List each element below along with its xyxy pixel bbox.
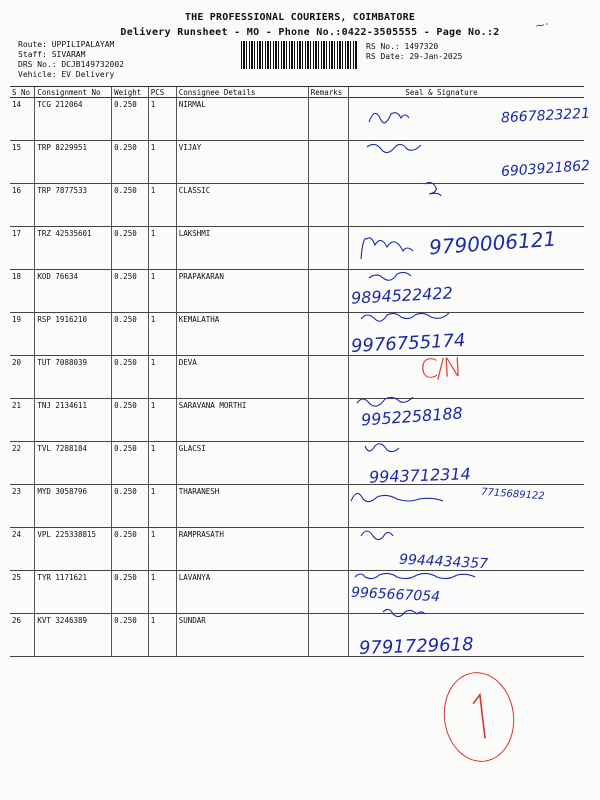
cell-sno: 14 (10, 98, 35, 141)
cell-remarks (308, 98, 349, 141)
runsheet-meta-left (18, 40, 124, 80)
cell-weight: 0.250 (112, 227, 149, 270)
cell-weight: 0.250 (112, 356, 149, 399)
cell-sno: 23 (10, 485, 35, 528)
handwritten-phone: 9965667054 (351, 584, 441, 606)
cell-remarks (308, 270, 349, 313)
cell-consignee: GLACSI (176, 442, 308, 485)
cell-remarks (308, 313, 349, 356)
cell-pcs: 1 (148, 313, 176, 356)
stamp-mark-icon (439, 669, 519, 766)
table-row (10, 485, 584, 528)
cell-consignee: SARAVANA MORTHI (176, 399, 308, 442)
cell-sno: 25 (10, 571, 35, 614)
cell-weight: 0.250 (112, 485, 149, 528)
cell-consignee: NIRMAL (176, 98, 308, 141)
table-row (10, 399, 584, 442)
signature-block (351, 444, 582, 487)
cell-sno: 15 (10, 141, 35, 184)
table-row (10, 571, 584, 614)
table-row (10, 270, 584, 313)
cell-consignment: TRP 8229951 (35, 141, 112, 184)
cell-signature (349, 399, 584, 442)
signature-block (351, 616, 582, 659)
cell-sno: 20 (10, 356, 35, 399)
cell-consignee: RAMPRASATH (176, 528, 308, 571)
cell-remarks (308, 571, 349, 614)
cell-consignment: TUT 7088039 (35, 356, 112, 399)
handwritten-phone: 9790006121 (428, 226, 558, 260)
cell-weight: 0.250 (112, 528, 149, 571)
cell-weight: 0.250 (112, 184, 149, 227)
cell-remarks (308, 141, 349, 184)
cell-weight: 0.250 (112, 270, 149, 313)
cell-pcs: 1 (148, 227, 176, 270)
signature-block (351, 272, 582, 310)
cell-signature (349, 485, 584, 528)
rs-date: RS Date: 29-Jan-2025 (366, 52, 463, 61)
handwritten-phone: 9894522422 (350, 283, 454, 308)
cell-sno: 22 (10, 442, 35, 485)
cell-consignment: VPL 225338815 (35, 528, 112, 571)
cell-remarks (308, 356, 349, 399)
table-row (10, 528, 584, 571)
handwritten-phone: 9976755174 (350, 330, 467, 357)
col-consignment: Consignment No (35, 87, 112, 98)
drs-number: DRS No.: DCJB149732002 (18, 60, 124, 69)
cell-consignment: MYD 3058796 (35, 485, 112, 528)
cell-weight: 0.250 (112, 399, 149, 442)
table-row (10, 141, 584, 184)
cell-pcs: 1 (148, 528, 176, 571)
cell-pcs: 1 (148, 141, 176, 184)
cell-remarks (308, 485, 349, 528)
cell-weight: 0.250 (112, 98, 149, 141)
cn-stamp: C/N (419, 352, 462, 386)
cell-signature (349, 528, 584, 571)
cell-pcs: 1 (148, 571, 176, 614)
cell-signature (349, 184, 584, 227)
cell-sno: 21 (10, 399, 35, 442)
cell-remarks (308, 184, 349, 227)
cell-signature (349, 442, 584, 485)
cell-signature (349, 313, 584, 356)
cell-pcs: 1 (148, 442, 176, 485)
signature-block (351, 143, 591, 181)
cell-remarks (308, 227, 349, 270)
cell-consignment: TRZ 42535601 (35, 227, 112, 270)
table-row (10, 313, 584, 356)
signature-block (351, 530, 582, 573)
red-circle-stamp (438, 668, 520, 767)
col-pcs: PCS (148, 87, 176, 98)
cell-weight: 0.250 (112, 442, 149, 485)
cell-sno: 18 (10, 270, 35, 313)
cell-consignee: DEVA (176, 356, 308, 399)
cell-consignment: KOD 76634 (35, 270, 112, 313)
cell-signature (349, 571, 584, 614)
signature-block (350, 315, 582, 357)
runsheet-subtitle: Delivery Runsheet - MO - Phone No.:0422-3505555 - Page No.:2 (120, 27, 500, 38)
cell-consignee: SUNDAR (176, 614, 308, 657)
signature-block (351, 401, 582, 439)
table-row (10, 442, 584, 485)
col-consignee: Consignee Details (176, 87, 308, 98)
col-weight: Weight (112, 87, 149, 98)
cell-consignment: TVL 7288184 (35, 442, 112, 485)
staff-label: Staff: SIVARAM (18, 50, 86, 59)
signature-block (351, 573, 582, 611)
cell-consignee: LAVANYA (176, 571, 308, 614)
cell-consignee: VIJAY (176, 141, 308, 184)
cell-pcs: 1 (148, 356, 176, 399)
table-row (10, 184, 584, 227)
cell-consignee: KEMALATHA (176, 313, 308, 356)
route-label: Route: UPPILIPALAYAM (18, 40, 115, 49)
rs-number: RS No.: 1497320 (366, 42, 439, 51)
col-sno: S No (10, 87, 35, 98)
handwritten-signature-icon (351, 182, 551, 222)
cell-signature (349, 270, 584, 313)
handwritten-phone: 9791729618 (359, 634, 475, 659)
handwritten-phone: 6903921862 (500, 157, 591, 181)
cell-consignee: THARANESH (176, 485, 308, 528)
cell-sno: 24 (10, 528, 35, 571)
cell-consignment: KVT 3246389 (35, 614, 112, 657)
cell-signature (349, 356, 584, 399)
signature-block (351, 100, 591, 138)
table-row (10, 356, 584, 399)
table-row (10, 98, 584, 141)
cell-pcs: 1 (148, 184, 176, 227)
cell-sno: 17 (10, 227, 35, 270)
cell-consignment: TRP 7877533 (35, 184, 112, 227)
cell-remarks (308, 528, 349, 571)
cell-weight: 0.250 (112, 614, 149, 657)
cell-sno: 19 (10, 313, 35, 356)
cell-consignee: LAKSHMI (176, 227, 308, 270)
cell-pcs: 1 (148, 485, 176, 528)
cell-pcs: 1 (148, 614, 176, 657)
barcode-icon (241, 41, 358, 69)
handwritten-phone: 8667823221 (501, 105, 591, 127)
cell-signature (349, 227, 584, 270)
table-row (10, 614, 584, 657)
cell-consignment: TNJ 2134611 (35, 399, 112, 442)
handwritten-phone: 9943712314 (369, 464, 472, 487)
cell-pcs: 1 (148, 98, 176, 141)
col-remarks: Remarks (308, 87, 349, 98)
signature-block (351, 358, 582, 396)
signature-block (351, 226, 582, 267)
handwritten-phone: 9952258188 (360, 403, 464, 430)
company-title: THE PROFESSIONAL COURIERS, COIMBATORE (184, 12, 416, 23)
vehicle-label: Vehicle: EV Delivery (18, 70, 115, 79)
cell-sno: 26 (10, 614, 35, 657)
cell-pcs: 1 (148, 270, 176, 313)
cell-signature (349, 98, 591, 141)
col-signature: Seal & Signature (349, 87, 584, 98)
signature-block (351, 186, 582, 224)
cell-weight: 0.250 (112, 571, 149, 614)
pen-mark-icon: ~· (534, 17, 550, 33)
cell-sno: 16 (10, 184, 35, 227)
cell-signature (349, 141, 591, 184)
cell-consignment: TYR 1171621 (35, 571, 112, 614)
runsheet-meta-right (366, 42, 462, 62)
cell-pcs: 1 (148, 399, 176, 442)
cell-remarks (308, 442, 349, 485)
runsheet-table (10, 86, 591, 659)
cell-remarks (308, 399, 349, 442)
cell-consignment: RSP 1916210 (35, 313, 112, 356)
cell-consignee: PRAPAKARAN (176, 270, 308, 313)
handwritten-phone: 9944434357 (399, 551, 489, 573)
cell-consignee: CLASSIC (176, 184, 308, 227)
cell-signature (349, 614, 584, 657)
cell-weight: 0.250 (112, 313, 149, 356)
cell-remarks (308, 614, 349, 657)
signature-block (351, 487, 582, 525)
cell-consignment: TCG 212064 (35, 98, 112, 141)
handwritten-phone: 7715689122 (481, 486, 546, 503)
table-row (10, 227, 584, 270)
cell-weight: 0.250 (112, 141, 149, 184)
